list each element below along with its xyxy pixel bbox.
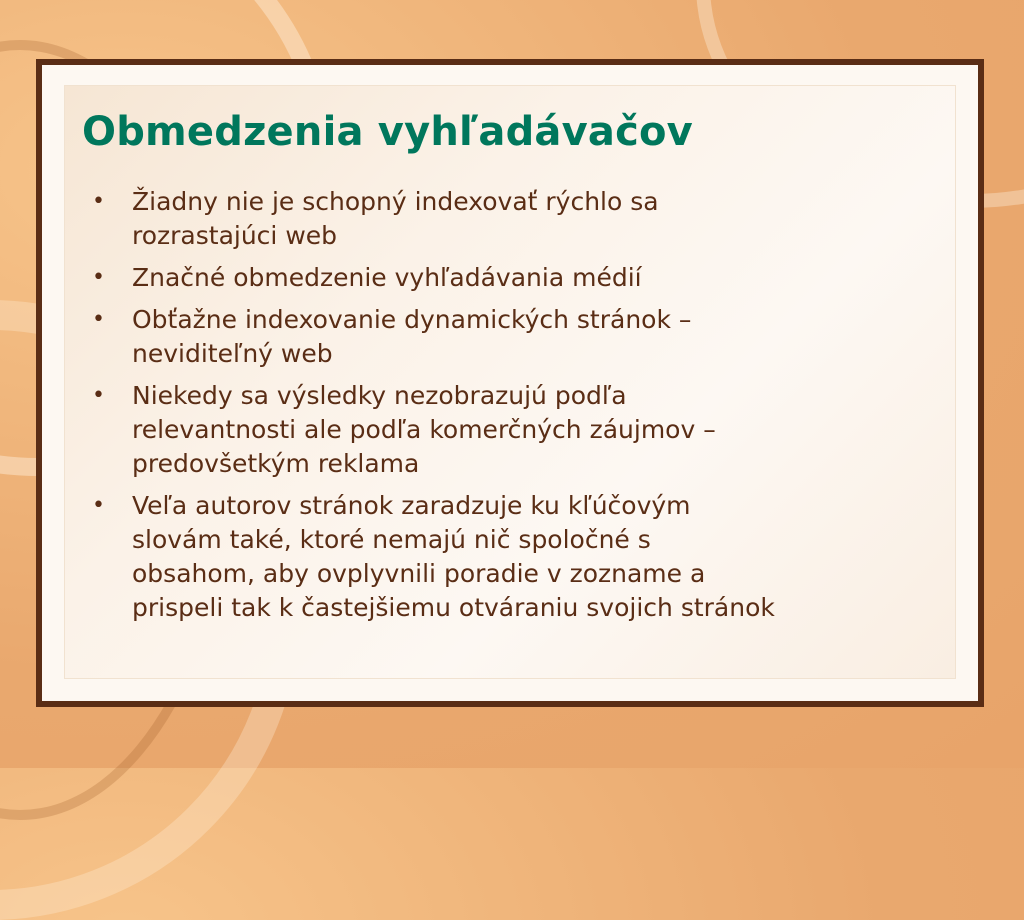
bullet-marker: • bbox=[92, 307, 105, 332]
bullet-item bbox=[92, 261, 972, 295]
bullet-marker: • bbox=[92, 189, 105, 214]
bullet-text-line: predovšetkým reklama bbox=[132, 449, 420, 478]
slide-frame-inner bbox=[42, 65, 978, 701]
bullet-text-line: obsahom, aby ovplyvnili poradie v zozname a bbox=[132, 559, 706, 588]
bullet-item bbox=[92, 185, 972, 253]
slide-frame bbox=[36, 59, 984, 707]
bullet-item bbox=[92, 303, 972, 371]
bullet-list bbox=[92, 185, 972, 633]
bullet-text-line: Veľa autorov stránok zaradzuje ku kľúčovým bbox=[132, 491, 691, 520]
bullet-item bbox=[92, 379, 972, 481]
bullet-text-line: Obťažne indexovanie dynamických stránok – bbox=[132, 305, 692, 334]
bullet-marker: • bbox=[92, 265, 105, 290]
bullet-text-line: Žiadny nie je schopný indexovať rýchlo sa bbox=[132, 187, 659, 216]
bullet-text-line: Značné obmedzenie vyhľadávania médií bbox=[132, 263, 642, 292]
bullet-item bbox=[92, 489, 972, 625]
slide-title: Obmedzenia vyhľadávačov bbox=[82, 109, 693, 155]
bullet-text-line: prispeli tak k častejšiemu otváraniu svojich stránok bbox=[132, 593, 775, 622]
bullet-text-line: rozrastajúci web bbox=[132, 221, 338, 250]
bullet-marker: • bbox=[92, 383, 105, 408]
bullet-text-line: relevantnosti ale podľa komerčných záujmov – bbox=[132, 415, 716, 444]
bullet-text-line: neviditeľný web bbox=[132, 339, 333, 368]
bullet-marker: • bbox=[92, 493, 105, 518]
bullet-text-line: Niekedy sa výsledky nezobrazujú podľa bbox=[132, 381, 627, 410]
bullet-text-line: slovám také, ktoré nemajú nič spoločné s bbox=[132, 525, 651, 554]
